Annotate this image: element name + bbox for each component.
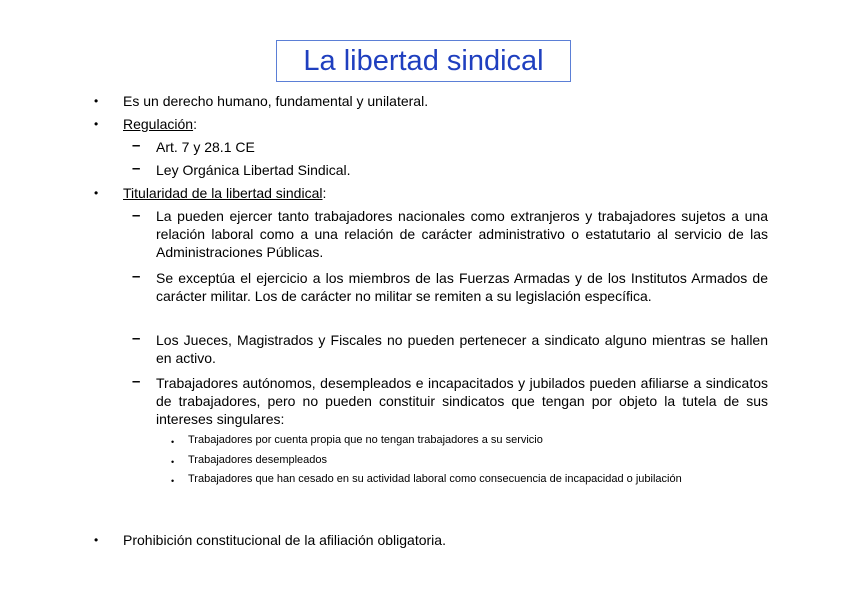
- subsub-item-1: Trabajadores por cuenta propia que no tengan trabajadores a su servicio: [188, 434, 543, 446]
- dash-icon: –: [132, 160, 141, 177]
- bullet-item-2: [123, 115, 197, 133]
- bullet-icon: •: [94, 533, 99, 547]
- sub-item-3-4: Trabajadores autónomos, desempleados e incapacitados y jubilados pueden afiliarse a sindicatos de trabajadores, pero no pueden constituir sindicatos que tengan por objeto la tutela de sus intereses singulares:: [156, 375, 768, 427]
- sub-item-3-3: Los Jueces, Magistrados y Fiscales no pueden pertenecer a sindicato alguno mientras se hallen en activo.: [156, 332, 768, 366]
- dash-icon: –: [132, 268, 141, 285]
- bullet-item-1: Es un derecho humano, fundamental y unilateral.: [123, 93, 429, 109]
- bullet-item-3-suffix: :: [322, 185, 327, 201]
- sub-item-3-2: Se exceptúa el ejercicio a los miembros de las Fuerzas Armadas y de los Institutos Armados de carácter militar. Los de carácter no militar se remiten a su legislación específica.: [156, 270, 768, 304]
- dash-icon: –: [132, 373, 141, 390]
- slide-title-box: [276, 40, 571, 82]
- bullet-item-2-label: Regulación: [123, 116, 194, 132]
- subsub-item-2: Trabajadores desempleados: [188, 454, 328, 466]
- bullet-icon: •: [94, 117, 99, 131]
- slide-title: La libertad sindical: [303, 44, 544, 77]
- small-bullet-icon: •: [171, 476, 175, 486]
- bullet-item-2-suffix: :: [193, 116, 197, 132]
- bullet-item-4: Prohibición constitucional de la afiliación obligatoria.: [123, 532, 446, 548]
- sub-item-2-2: Ley Orgánica Libertad Sindical.: [156, 162, 351, 178]
- small-bullet-icon: •: [171, 457, 175, 467]
- sub-item-3-1: La pueden ejercer tanto trabajadores nacionales como extranjeros y trabajadores sujetos a una relación laboral como a una relación de carácter administrativo o estatutario al servicio de las Administraciones Públicas.: [156, 208, 768, 260]
- dash-icon: –: [132, 330, 141, 347]
- subsub-item-3: Trabajadores que han cesado en su actividad laboral como consecuencia de incapacidad o jubilación: [188, 473, 682, 485]
- dash-icon: –: [132, 207, 141, 224]
- dash-icon: –: [132, 137, 141, 154]
- bullet-item-3: [123, 184, 326, 202]
- bullet-icon: •: [94, 94, 99, 108]
- small-bullet-icon: •: [171, 437, 175, 447]
- bullet-item-3-label: Titularidad de la libertad sindical: [123, 185, 323, 201]
- sub-item-2-1: Art. 7 y 28.1 CE: [156, 139, 255, 155]
- bullet-icon: •: [94, 186, 99, 200]
